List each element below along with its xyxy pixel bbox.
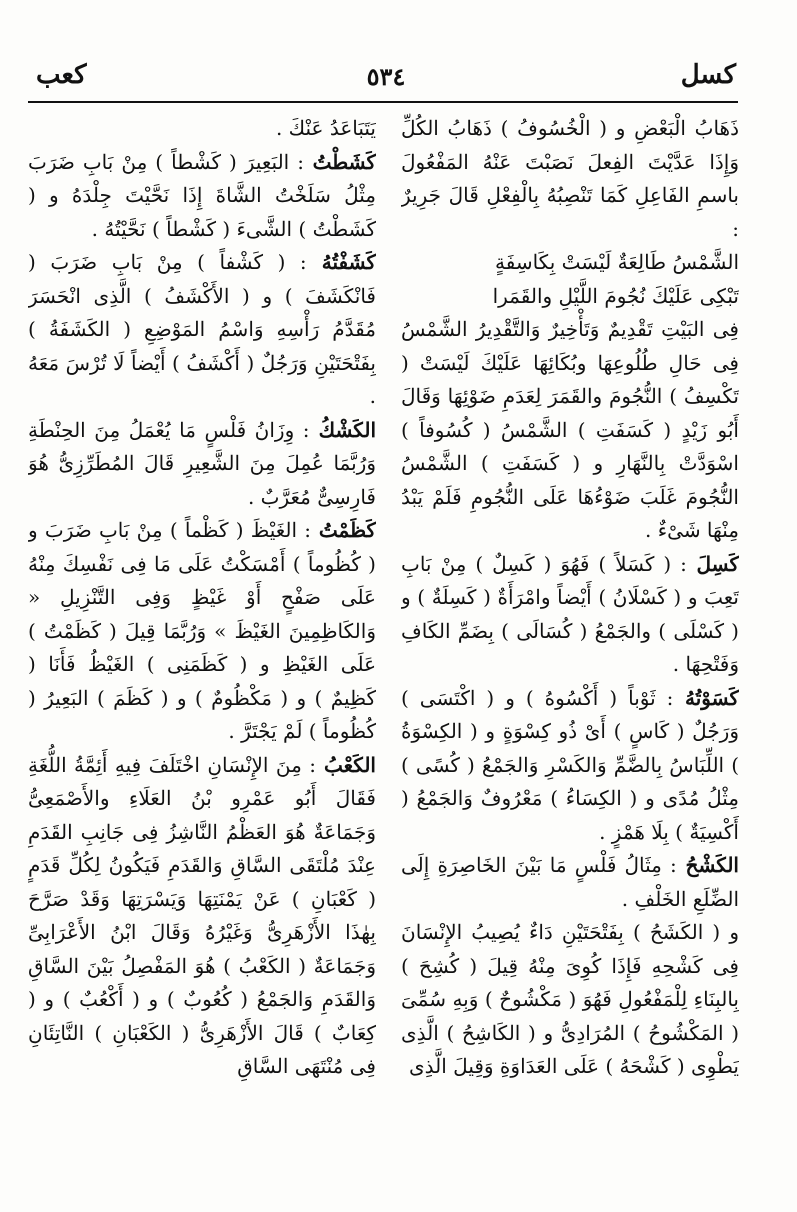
entry-text: : مِثَالُ فَلْسٍ مَا بَيْنَ الخَاصِرَةِ إِلَى الضِّلَعِ الخَلْفِ . [401,853,739,911]
page-number: ٥٣٤ [366,62,406,91]
left-column [28,112,376,1192]
entry-text: و ( الكَشَحُ ) بِفَتْحَتَيْنِ دَاءٌ يُصِيبُ الإِنْسَانَ فِى كَشْحِهِ فَإِذَا كُوِىَ مِنْهُ قِيلَ ( كُشِحَ ) بِالبِنَاءِ لِلْمَفْعُولِ فَهُوَ ( مَكْشُوحٌ ) وَبِهِ سُمِّىَ ( المَكْشُوحُ ) المُرَادِىُّ و ( الكَاشِحُ ) الَّذِى يَطْوِى ( كَشْحَهُ ) عَلَى العَدَاوَةِ وَقِيلَ الَّذِى [401,920,739,1078]
entry-text: : ثَوْباً ( أَكْسُوهُ ) و ( اكْتَسَى ) وَرَجُلٌ ( كَاسٍ ) أَىْ ذُو كِسْوَةٍ و ( الكِسْوَةُ ) اللِّبَاسُ بِالضَّمِّ وَالكَسْرِ وَالجَمْعُ ( كُسًى ) مِثْلُ مُدًى و ( الكِسَاءُ ) مَعْرُوفٌ وَالجَمْعُ ( أَكْسِيَةٌ ) بِلَا هَمْزٍ . [401,685,739,844]
entry-headword: كَشَفْتُهُ [306,250,376,274]
header-right-word: كسل [680,60,736,90]
dictionary-entry [401,246,739,280]
dictionary-entry [401,849,739,916]
entry-headword: الكَشْحُ [676,853,739,877]
dictionary-entry [401,313,739,548]
entry-headword: كَسَوْتُهُ [673,685,739,710]
header-rule [28,101,738,103]
entry-text: ذَهَابُ الْبَعْضِ و ( الْخُسُوفُ ) ذَهَابُ الكُلِّ وَإِذَا عَدَّيْتَ الفِعلَ نَصَبْتَ عَنْهُ المَفْعُولَ باسمِ الفَاعِلِ كَمَا تَنْصِبُهُ بِالْفِعْلِ قَالَ جَرِيرٌ : [401,116,739,241]
entry-text: يَتَبَاعَدُ عَنْكَ . [275,116,376,140]
entry-text: فِى البَيْتِ تَقْدِيمٌ وَتَأْخِيرٌ وَالتَّقْدِيرُ الشَّمْسُ فِى حَالِ طُلُوعِهَا وبُكَائِهَا عَلَيْكَ لَيْسَتْ ( تَكْسِفُ ) النُّجُومَ والقَمَرَ لِعَدَمِ ضَوْئِهَا وَقَالَ أَبُو زَيْدٍ ( كَسَفَتِ ) الشَّمْسُ ( كُسُوفاً ) اسْوَدَّتْ بِالنَّهَارِ و ( كَسَفَتِ ) الشَّمْسُ النُّجُومَ غَلَبَ ضَوْءُهَا عَلَى النُّجُومِ فَلَمْ يَبْدُ مِنْهَا شَىْءٌ . [401,317,739,542]
entry-text: : ( كَسَلاً ) فَهُوَ ( كَسِلٌ ) مِنْ بَابِ تَعِبَ و ( كَسْلَانُ ) أَيْضاً وامْرَأَةٌ ( كَسِلَةٌ ) و ( كَسْلَى ) والجَمْعُ ( كُسَالَى ) بِضَمِّ الكَافِ وَفَتْحِهَا . [401,551,739,676]
entry-text: : مِنَ الإِنْسَانِ اخْتَلَفَ فِيهِ أَئِمَّةُ اللُّغَةِ فَقَالَ أَبُو عَمْرِو بْنُ العَلَاءِ والأَصْمَعِىُّ وَجَمَاعَةٌ هُوَ العَظْمُ النَّاشِزُ فِى جَانِبِ القَدَمِ عِنْدَ مُلْتَقَى السَّاقِ وَالقَدَمِ فَيَكُونُ لِكُلِّ قَدَمٍ ( كَعْبَانِ ) عَنْ يَمْنَتِهَا وَيَسْرَتِهَا وَقَدْ صَرَّحَ بِهٰذَا الأَزْهَرِىُّ وَغَيْرُهُ وَقَالَ ابْنُ الأَعْرَابِىِّ وَجَمَاعَةٌ ( الكَعْبُ ) هُوَ المَفْصِلُ بَيْنَ السَّاقِ وَالقَدَمِ وَالجَمْعُ ( كُعُوبٌ ) و ( أَكْعُبٌ ) و ( كِعَابٌ ) قَالَ الأَزْهَرِىُّ ( الكَعْبَانِ ) النَّاتِئَانِ فِى مُنْتَهَى السَّاقِ [28,752,376,1078]
entry-headword: الكَشْكُ [309,417,376,442]
header-left-word: كعب [36,60,87,90]
entry-headword: كَسِلَ [686,551,739,576]
dictionary-entry [401,548,739,682]
dictionary-entry [28,246,376,414]
dictionary-entry [28,414,376,515]
dictionary-entry [28,146,376,247]
dictionary-entry [28,514,376,749]
page-header [36,60,736,96]
entry-headword: كَشَطْتُ [303,149,376,174]
entry-text: : وِزَانُ فَلْسٍ مَا يُعْمَلُ مِنَ الحِنْطَةِ وَرُبَّمَا عُمِلَ مِنَ الشَّعِيرِ قَالَ المُطَرِّزِىُّ هُوَ فَارِسِىٌّ مُعَرَّبٌ . [28,417,376,509]
entry-text: الشَّمْسُ طَالِعَةٌ لَيْسَتْ بِكَاسِفَةٍ [494,250,739,274]
entry-text: : الغَيْظَ ( كَظْماً ) مِنْ بَابِ ضَرَبَ و ( كُظُوماً ) أَمْسَكْتُ عَلَى مَا فِى نَفْسِكَ مِنْهُ عَلَى صَفْحٍ أَوْ غَيْظٍ وَفِى التَّنْزِيلِ « وَالكَاظِمِينَ الغَيْظَ » وَرُبَّمَا قِيلَ ( كَظَمْتُ ) عَلَى الغَيْظِ و ( كَظَمَنِى ) الغَيْظُ فَأَنَا ( كَظِيمٌ ) و ( مَكْظُومٌ ) و ( كَظَمَ ) البَعِيرُ ( كُظُوماً ) لَمْ يَجْتَرَّ . [28,518,376,743]
entry-text: تَبْكِى عَلَيْكَ نُجُومَ اللَّيْلِ والقَمَرا [492,283,739,308]
dictionary-entry [401,916,739,1084]
dictionary-entry [401,682,739,850]
dictionary-entry [401,112,739,246]
right-column [401,112,739,1192]
dictionary-entry [28,112,376,146]
dictionary-entry [28,749,376,1084]
entry-text: : ( كَشْفاً ) مِنْ بَابِ ضَرَبَ ( فَانْكَشَفَ ) و ( الأَكْشَفُ ) الَّذِى انْحَسَرَ مُقَدَّمُ رَأْسِهِ وَاسْمُ المَوْضِعِ ( الكَشَفَةُ ) بِفَتْحَتَيْنِ وَرَجُلٌ ( أَكْشَفُ ) أَيْضاً لَا تُرْسَ مَعَهُ . [28,250,376,408]
entry-text: : البَعِيرَ ( كَشْطاً ) مِنْ بَابِ ضَرَبَ مِثْلُ سَلَخْتُ الشَّاةَ إِذَا نَحَّيْتَ جِلْدَهُ و ( كَشَطْتُ ) الشَّىءَ ( كَشْطاً ) نَحَّيْتُهُ . [28,149,376,241]
entry-headword: الكَعْبُ [315,752,376,777]
entry-headword: كَظَمْتُ [311,518,376,542]
dictionary-entry [401,280,739,314]
